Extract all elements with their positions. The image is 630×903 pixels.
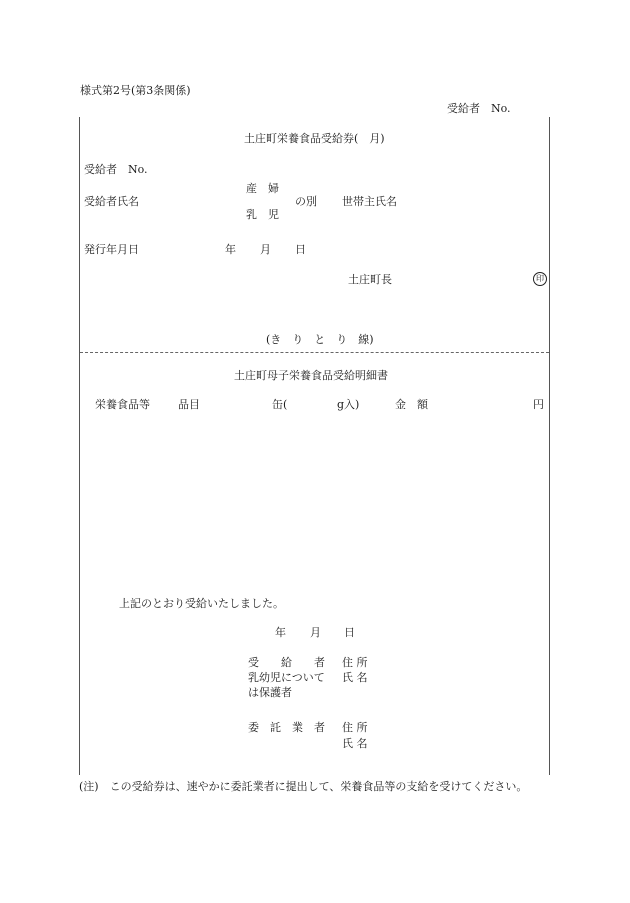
recipient-address-label: 住 所 bbox=[342, 656, 368, 669]
left-border bbox=[79, 117, 80, 775]
right-border bbox=[549, 117, 550, 775]
issue-month: 月 bbox=[260, 243, 271, 256]
form-number: 様式第2号(第3条関係) bbox=[80, 84, 191, 97]
recipient-name-field-label: 氏 名 bbox=[342, 671, 368, 684]
distinction-label: の別 bbox=[295, 195, 317, 208]
category-postpartum: 産 婦 bbox=[246, 182, 279, 195]
cut-line-label: (き り と り 線) bbox=[266, 333, 374, 346]
contractor-address-label: 住 所 bbox=[342, 721, 368, 734]
issue-date-label: 発行年月日 bbox=[84, 243, 139, 256]
contractor-name-label: 氏 名 bbox=[342, 737, 368, 750]
amount-label: 金 額 bbox=[395, 398, 428, 411]
food-label: 栄養食品等 bbox=[95, 398, 150, 411]
confirm-text: 上記のとおり受給いたしました。 bbox=[119, 597, 284, 610]
confirm-year: 年 bbox=[275, 626, 286, 639]
coupon-recipient-no: 受給者 No. bbox=[84, 163, 148, 176]
infant-guardian-line2: は保護者 bbox=[248, 686, 292, 699]
item-label: 品目 bbox=[178, 398, 200, 411]
confirm-day: 日 bbox=[344, 626, 355, 639]
category-infant: 乳 児 bbox=[246, 208, 279, 221]
coupon-title: 土庄町栄養食品受給券( 月) bbox=[244, 132, 385, 145]
top-recipient-no: 受給者 No. bbox=[447, 102, 511, 115]
yen-label: 円 bbox=[533, 398, 544, 411]
issue-day: 日 bbox=[295, 243, 306, 256]
issue-year: 年 bbox=[225, 243, 236, 256]
statement-title: 土庄町母子栄養食品受給明細書 bbox=[234, 369, 388, 382]
seal-mark: 印 bbox=[533, 272, 547, 286]
recipient-label: 受 給 者 bbox=[248, 656, 325, 669]
cut-line-dashed bbox=[80, 352, 549, 353]
confirm-month: 月 bbox=[310, 626, 321, 639]
can-label: 缶( bbox=[272, 398, 288, 411]
gram-label: g入) bbox=[337, 398, 360, 411]
mayor-label: 土庄町長 bbox=[348, 273, 392, 286]
footnote: (注) この受給券は、速やかに委託業者に提出して、栄養食品等の支給を受けてください。 bbox=[79, 780, 528, 793]
recipient-name-label: 受給者氏名 bbox=[84, 195, 139, 208]
infant-guardian-line1: 乳幼児について bbox=[248, 671, 325, 684]
household-head-label: 世帯主氏名 bbox=[342, 195, 397, 208]
contractor-label: 委 託 業 者 bbox=[248, 721, 325, 734]
